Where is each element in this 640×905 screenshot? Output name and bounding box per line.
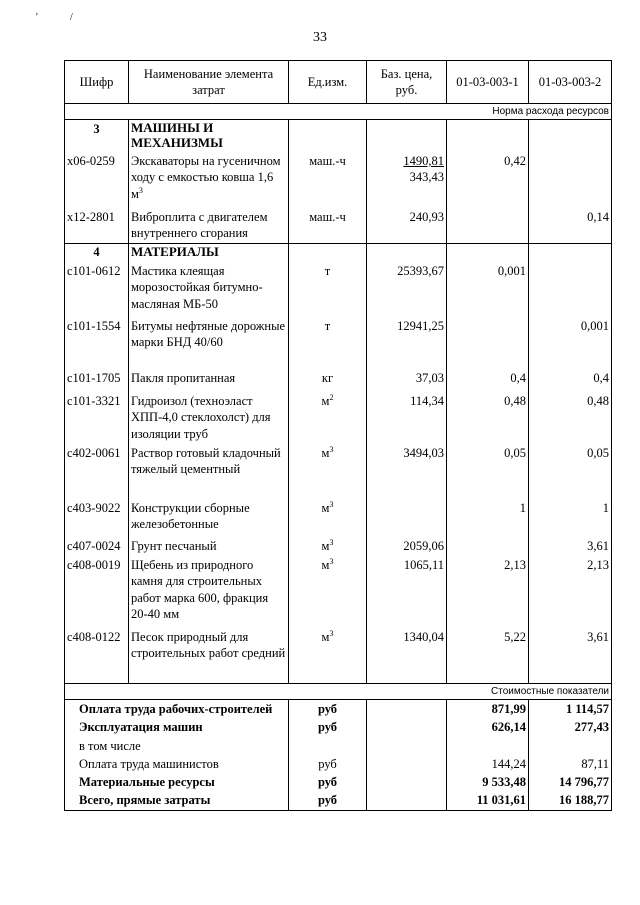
row-code: с101-3321 — [65, 392, 129, 444]
row-value-col1: 2,13 — [447, 556, 529, 628]
summary-row — [65, 718, 612, 736]
row-value-col2: 3,61 — [529, 628, 612, 684]
summary-unit: руб — [289, 755, 367, 773]
row-price: 1340,04 — [367, 628, 447, 684]
summary-value-col2: 14 796,77 — [529, 773, 612, 791]
table-row — [65, 317, 612, 369]
row-name: Конструкции сборные железобетонные — [129, 499, 289, 537]
row-price: 25393,67 — [367, 262, 447, 317]
row-value-col2 — [529, 152, 612, 208]
row-price-main: 1490,81 — [403, 153, 444, 168]
row-name: Битумы нефтяные дорожные марки БНД 40/60 — [129, 317, 289, 369]
row-price: 240,93 — [367, 208, 447, 244]
row-price: 1065,11 — [367, 556, 447, 628]
row-price — [367, 152, 447, 208]
row-unit: $м^3$ — [289, 556, 367, 628]
row-price: 114,34 — [367, 392, 447, 444]
header-unit: Ед.изм. — [289, 61, 367, 104]
summary-value-col1: 626,14 — [447, 718, 529, 736]
row-name: Гидроизол (техноэласт ХПП-4,0 стеклохолст) для изоляции труб — [129, 392, 289, 444]
row-value-col2: 0,05 — [529, 444, 612, 499]
summary-label: Эксплуатация машин — [65, 718, 289, 736]
header-col2: 01-03-003-2 — [529, 61, 612, 104]
row-value-col2: 3,61 — [529, 537, 612, 556]
row-unit: $м^3$ — [289, 537, 367, 556]
summary-label: Оплата труда рабочих-строителей — [65, 700, 289, 719]
row-code: с408-0019 — [65, 556, 129, 628]
row-code: с407-0024 — [65, 537, 129, 556]
summary-value-col1: 871,99 — [447, 700, 529, 719]
row-code: с403-9022 — [65, 499, 129, 537]
section-row-materials — [65, 244, 612, 262]
norm-caption-row — [65, 104, 612, 120]
summary-label: Всего, прямые затраты — [65, 791, 289, 810]
header-col1: 01-03-003-1 — [447, 61, 529, 104]
summary-label: Материальные ресурсы — [65, 773, 289, 791]
scan-mark-right: / — [70, 12, 73, 23]
row-code: с101-0612 — [65, 262, 129, 317]
scan-mark-left: ' — [36, 12, 38, 23]
row-name: Грунт песчаный — [129, 537, 289, 556]
row-value-col2: 0,14 — [529, 208, 612, 244]
table-header-row — [65, 61, 612, 104]
table-row — [65, 556, 612, 628]
row-value-col1: 0,48 — [447, 392, 529, 444]
row-value-col1 — [447, 317, 529, 369]
row-name: Раствор готовый кладочный тяжелый цементный — [129, 444, 289, 499]
summary-value-col1: 9 533,48 — [447, 773, 529, 791]
summary-row — [65, 791, 612, 810]
row-unit: $м^3$ — [289, 444, 367, 499]
row-name: Виброплита с двигателем внутреннего сгорания — [129, 208, 289, 244]
row-value-col2 — [529, 262, 612, 317]
row-unit: $м^3$ — [289, 499, 367, 537]
row-code: с101-1554 — [65, 317, 129, 369]
table-row — [65, 628, 612, 684]
row-unit: маш.-ч — [289, 152, 367, 208]
table-row — [65, 444, 612, 499]
table-row — [65, 537, 612, 556]
table-row — [65, 369, 612, 392]
summary-unit: руб — [289, 718, 367, 736]
table-row — [65, 392, 612, 444]
row-price-secondary: 343,43 — [409, 170, 444, 185]
row-value-col1 — [447, 537, 529, 556]
row-unit: маш.-ч — [289, 208, 367, 244]
row-unit: $м^3$ — [289, 628, 367, 684]
row-price: 12941,25 — [367, 317, 447, 369]
row-unit: т — [289, 317, 367, 369]
row-name: Песок природный для строительных работ средний — [129, 628, 289, 684]
row-unit: т — [289, 262, 367, 317]
row-value-col2: 2,13 — [529, 556, 612, 628]
row-value-col1: 1 — [447, 499, 529, 537]
header-code: Шифр — [65, 61, 129, 104]
row-price: 2059,06 — [367, 537, 447, 556]
summary-unit: руб — [289, 700, 367, 719]
row-price — [367, 499, 447, 537]
section-title: МАШИНЫ И МЕХАНИЗМЫ — [129, 120, 289, 152]
row-name: Экскаваторы на гусеничном ходу с емкостью ковша 1,6 $м^3$ — [129, 152, 289, 208]
summary-row — [65, 737, 612, 755]
header-base-price: Баз. цена, руб. — [367, 61, 447, 104]
section-row-machines — [65, 120, 612, 152]
cost-caption: Стоимостные показатели — [65, 684, 612, 700]
row-value-col1: 5,22 — [447, 628, 529, 684]
row-name: Щебень из природного камня для строительных работ марка 600, фракция 20-40 мм — [129, 556, 289, 628]
row-code: х06-0259 — [65, 152, 129, 208]
summary-value-col2: 87,11 — [529, 755, 612, 773]
row-value-col1: 0,001 — [447, 262, 529, 317]
section-number: 4 — [65, 244, 129, 262]
table-row — [65, 152, 612, 208]
row-value-col1 — [447, 208, 529, 244]
row-value-col2: 0,001 — [529, 317, 612, 369]
table-row — [65, 208, 612, 244]
row-code: с101-1705 — [65, 369, 129, 392]
row-name: Пакля пропитанная — [129, 369, 289, 392]
page-number: 33 — [313, 30, 327, 45]
row-price: 37,03 — [367, 369, 447, 392]
summary-value-col1 — [447, 737, 529, 755]
row-value-col1: 0,42 — [447, 152, 529, 208]
table-row — [65, 499, 612, 537]
summary-row — [65, 700, 612, 719]
summary-value-col2: 277,43 — [529, 718, 612, 736]
row-code: х12-2801 — [65, 208, 129, 244]
header-name: Наименование элемента затрат — [129, 61, 289, 104]
norm-caption: Норма расхода ресурсов — [65, 104, 612, 120]
summary-value-col2: 16 188,77 — [529, 791, 612, 810]
row-name: Мастика клеящая морозостойкая битумно-масляная МБ-50 — [129, 262, 289, 317]
row-unit: $м^2$ — [289, 392, 367, 444]
summary-label: Оплата труда машинистов — [65, 755, 289, 773]
resource-estimate-table — [64, 60, 612, 811]
row-value-col1: 0,4 — [447, 369, 529, 392]
summary-label: в том числе — [65, 737, 289, 755]
summary-value-col2 — [529, 737, 612, 755]
summary-value-col2: 1 114,57 — [529, 700, 612, 719]
section-title: МАТЕРИАЛЫ — [129, 244, 289, 262]
summary-unit: руб — [289, 791, 367, 810]
summary-unit — [289, 737, 367, 755]
row-value-col1: 0,05 — [447, 444, 529, 499]
summary-unit: руб — [289, 773, 367, 791]
row-value-col2: 0,4 — [529, 369, 612, 392]
summary-row — [65, 755, 612, 773]
summary-value-col1: 11 031,61 — [447, 791, 529, 810]
summary-row — [65, 773, 612, 791]
row-value-col2: 0,48 — [529, 392, 612, 444]
summary-value-col1: 144,24 — [447, 755, 529, 773]
row-unit: кг — [289, 369, 367, 392]
row-code: с402-0061 — [65, 444, 129, 499]
row-value-col2: 1 — [529, 499, 612, 537]
row-price: 3494,03 — [367, 444, 447, 499]
cost-caption-row — [65, 684, 612, 700]
row-code: с408-0122 — [65, 628, 129, 684]
table-row — [65, 262, 612, 317]
section-number: 3 — [65, 120, 129, 152]
